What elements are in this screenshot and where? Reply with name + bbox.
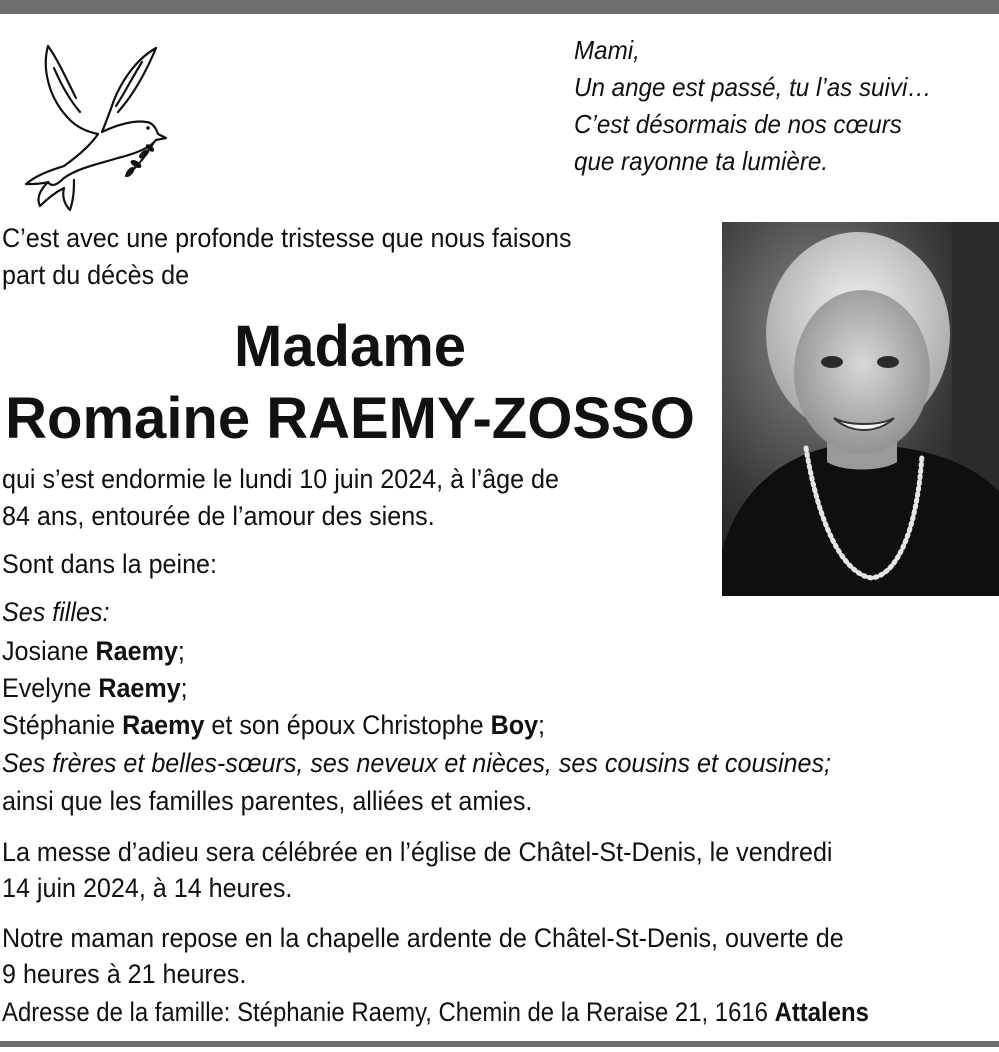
- daughter-last-name: Raemy: [122, 710, 205, 740]
- daughter-last-name: Raemy: [98, 673, 181, 703]
- deceased-title: Madame: [233, 314, 467, 379]
- poem-line: Mami,: [574, 35, 640, 65]
- chapel-line: 9 heures à 21 heures.: [2, 959, 247, 989]
- punctuation: ;: [538, 710, 546, 740]
- address-town: Attalens: [774, 997, 869, 1027]
- intro-line: C’est avec une profonde tristesse que nous faisons: [2, 223, 572, 253]
- poem-line: C’est désormais de nos cœurs: [574, 109, 902, 139]
- daughter-first-name: Stéphanie: [2, 710, 123, 740]
- daughter-last-name: Raemy: [95, 636, 178, 666]
- mass-line: La messe d’adieu sera célébrée en l’église de Châtel-St-Denis, le vendredi: [2, 837, 833, 867]
- spouse-text: et son époux Christophe: [204, 710, 491, 740]
- spouse-last-name: Boy: [490, 710, 539, 740]
- intro-line: part du décès de: [2, 260, 190, 290]
- chapel-line: Notre maman repose en la chapelle ardente de Châtel-St-Denis, ouverte de: [2, 923, 844, 953]
- daughter-first-name: Evelyne: [2, 673, 99, 703]
- daughter-entry: [2, 670, 188, 707]
- poem: [574, 32, 965, 180]
- daughter-entry: [2, 707, 545, 744]
- address-text: Adresse de la famille: Stéphanie Raemy, Chemin de la Reraise 21, 1616: [2, 997, 775, 1027]
- family-address: [2, 994, 869, 1031]
- poem-line: que rayonne ta lumière.: [574, 146, 829, 176]
- portrait-photo: [722, 222, 999, 596]
- daughter-first-name: Josiane: [2, 636, 96, 666]
- mass-line: 14 juin 2024, à 14 heures.: [2, 873, 293, 903]
- top-rule: [0, 0, 999, 14]
- deceased-name: Romaine RAEMY-ZOSSO: [5, 386, 695, 451]
- death-line: 84 ans, entourée de l’amour des siens.: [2, 501, 435, 531]
- families-line: ainsi que les familles parentes, alliées et amies.: [2, 786, 533, 816]
- relatives-line: Ses frères et belles-sœurs, ses neveux et nièces, ses cousins et cousines;: [2, 748, 832, 778]
- dove-with-olive-branch-icon: [18, 38, 173, 213]
- daughter-entry: [2, 633, 185, 670]
- punctuation: ;: [180, 673, 188, 703]
- daughters-heading: Ses filles:: [2, 597, 110, 627]
- punctuation: ;: [177, 636, 185, 666]
- mourners-heading: Sont dans la peine:: [2, 549, 218, 579]
- bottom-rule: [0, 1041, 999, 1047]
- death-line: qui s’est endormie le lundi 10 juin 2024, à l’âge de: [2, 464, 559, 494]
- poem-line: Un ange est passé, tu l’as suivi…: [574, 72, 932, 102]
